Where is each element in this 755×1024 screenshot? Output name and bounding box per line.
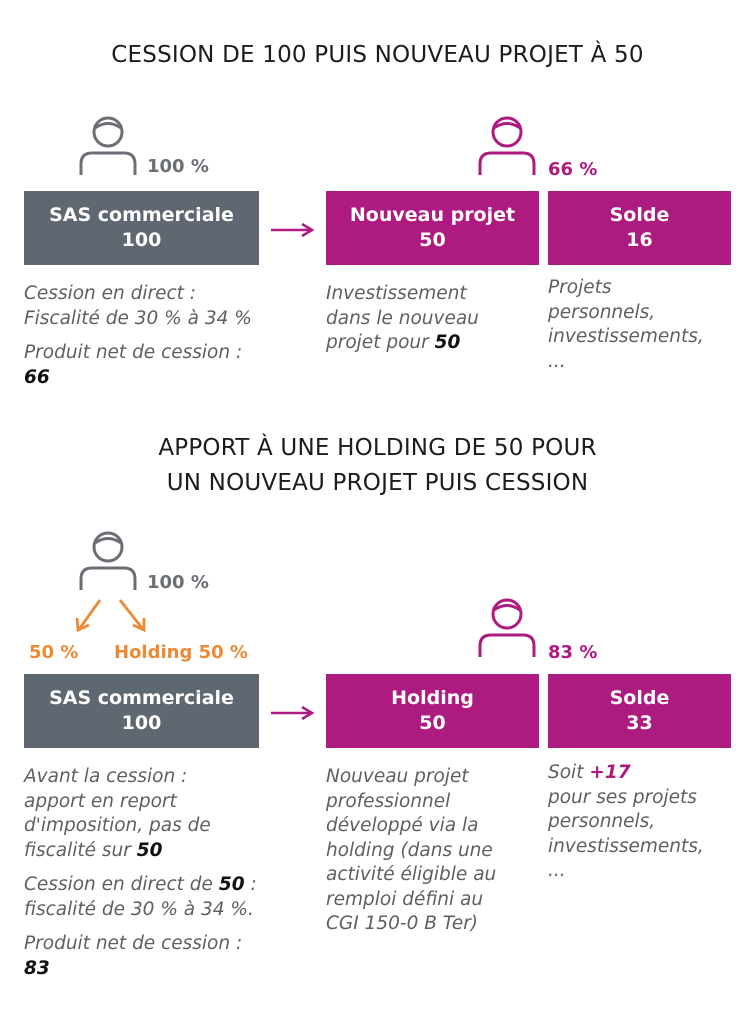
note-line: apport en report <box>24 790 177 812</box>
owner-percentage: 100 % <box>147 156 209 177</box>
note-line: Nouveau projet <box>326 766 469 787</box>
person-icon <box>78 115 138 177</box>
person-icon <box>78 530 138 592</box>
note-line: investissements, <box>548 835 704 857</box>
note-line: Soit <box>548 762 584 783</box>
note-line: Cession en direct : <box>24 283 197 304</box>
project-note <box>326 282 541 356</box>
note-line: personnels, <box>548 301 656 323</box>
section1-title: CESSION DE 100 PUIS NOUVEAU PROJET À 50 <box>111 42 644 68</box>
box-value: 50 <box>419 229 446 251</box>
box-label: Solde <box>609 687 670 709</box>
holding-note <box>326 765 541 937</box>
note-line: dans le nouveau <box>326 307 479 329</box>
person-icon <box>477 597 537 659</box>
note-line: fiscalité de 30 % à 34 %. <box>24 898 254 920</box>
note-line: Avant la cession : <box>24 766 188 787</box>
note-line: ... <box>548 860 566 881</box>
sas-commerciale-box <box>24 191 259 265</box>
note-line: projet pour <box>326 332 429 353</box>
note-line: holding (dans une <box>326 839 493 861</box>
split-left-percentage: 50 % <box>29 642 79 663</box>
box-value: 33 <box>626 712 653 734</box>
box-label: Nouveau projet <box>349 204 516 226</box>
contribution-value: 50 <box>136 839 163 861</box>
sas-commerciale-box <box>24 674 259 748</box>
box-value: 16 <box>626 229 653 251</box>
box-value: 100 <box>121 229 162 251</box>
title-line: APPORT À UNE HOLDING DE 50 POUR <box>158 435 597 461</box>
solde-box <box>548 191 731 265</box>
box-value: 50 <box>419 712 446 734</box>
note-line: activité éligible au <box>326 864 497 885</box>
gain-value: +17 <box>589 762 631 783</box>
note-line: d'imposition, pas de <box>24 815 211 836</box>
box-label: SAS commerciale <box>49 687 234 709</box>
sale-value: 50 <box>218 874 245 895</box>
sas-note <box>24 765 324 981</box>
net-proceeds-value: 83 <box>24 957 50 979</box>
title-line: UN NOUVEAU PROJET PUIS CESSION <box>166 469 589 496</box>
box-label: Holding <box>391 687 474 709</box>
note-line: Fiscalité de 30 % à 34 % <box>24 307 252 329</box>
note-line: personnels, <box>548 811 656 832</box>
note-line: ... <box>548 350 566 372</box>
box-label: SAS commerciale <box>49 204 234 226</box>
note-line: fiscalité sur <box>24 839 131 861</box>
new-owner-percentage: 83 % <box>548 642 598 663</box>
solde-note <box>548 276 748 374</box>
note-line: investissements, <box>548 326 704 347</box>
investment-value: 50 <box>434 332 461 353</box>
holding-box <box>326 674 539 748</box>
note-line: pour ses projets <box>548 786 697 808</box>
note-line: Cession en direct de <box>24 874 213 895</box>
note-line: Produit net de cession : <box>24 342 243 363</box>
net-proceeds-value: 66 <box>24 366 50 388</box>
owner-percentage: 100 % <box>147 572 209 593</box>
note-line: Produit net de cession : <box>24 933 243 954</box>
arrow-right-icon <box>270 705 316 721</box>
split-holding-percentage: Holding 50 % <box>114 642 248 663</box>
person-icon <box>477 115 537 177</box>
note-line: Projets <box>548 277 612 298</box>
solde-box <box>548 674 731 748</box>
sas-note <box>24 282 314 390</box>
nouveau-projet-box <box>326 191 539 265</box>
note-line: Investissement <box>326 283 467 304</box>
note-line: CGI 150-0 B Ter) <box>326 913 479 934</box>
note-line: : <box>244 874 257 895</box>
note-line: remploi défini au <box>326 888 484 910</box>
arrow-right-icon <box>270 222 316 238</box>
solde-note <box>548 761 748 884</box>
section2-title <box>0 431 755 500</box>
note-line: professionnel <box>326 790 451 812</box>
note-line: développé via la <box>326 815 479 836</box>
box-label: Solde <box>609 204 670 226</box>
box-value: 100 <box>121 712 162 734</box>
new-owner-percentage: 66 % <box>548 159 598 180</box>
split-arrows-icon <box>70 598 154 634</box>
